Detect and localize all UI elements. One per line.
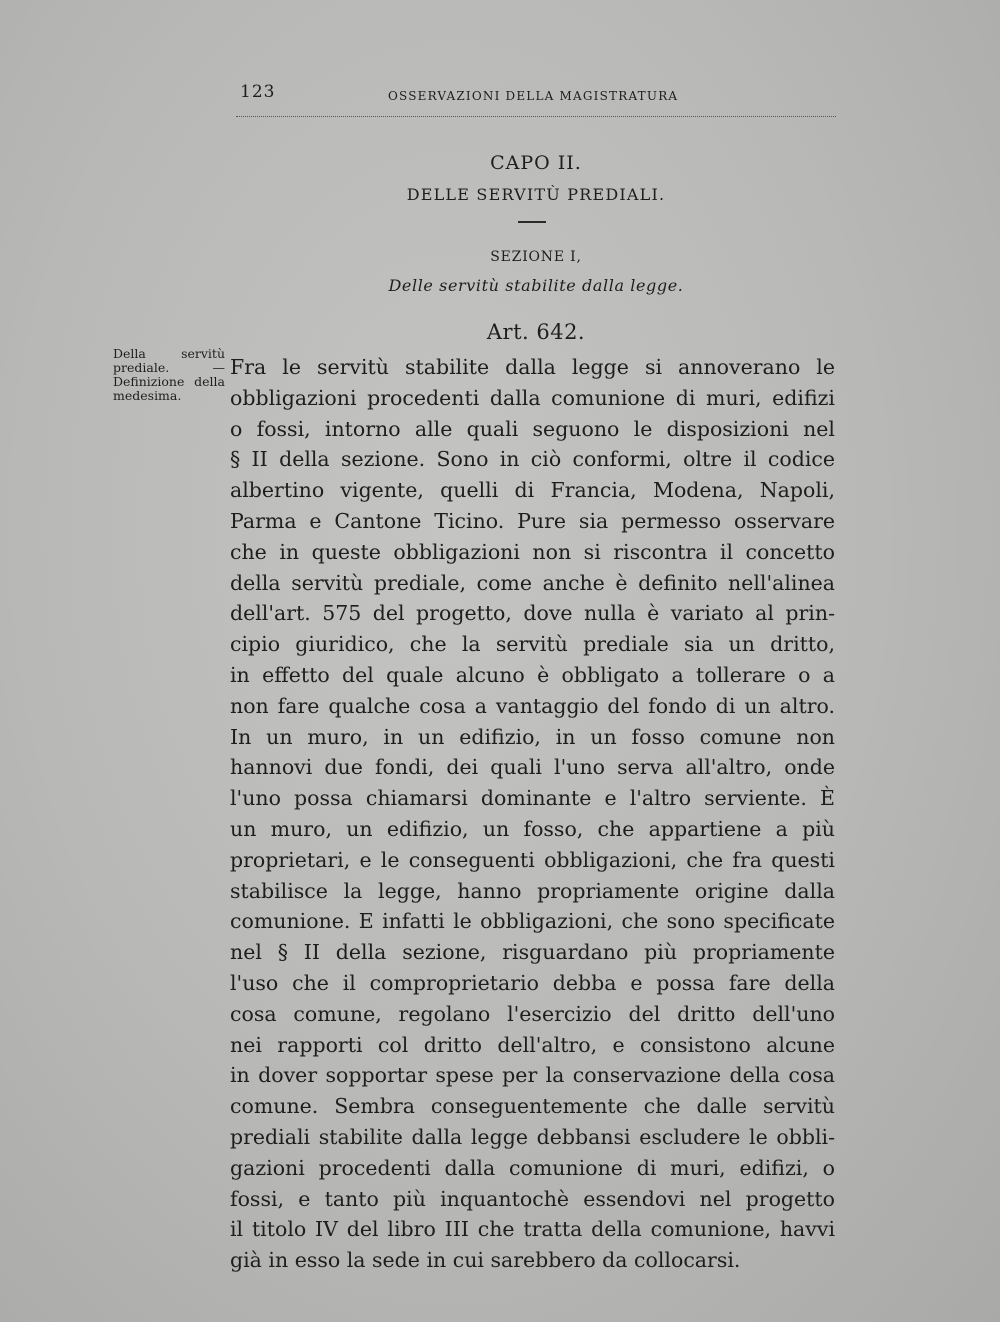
body-line: già in esso la sede in cui sarebbero da collocarsi. (230, 1248, 741, 1273)
body-line: § II della sezione. Sono in ciò conformi, oltre il codice (230, 447, 835, 472)
body-line: un muro, un edifizio, un fosso, che appartiene a più (230, 816, 835, 841)
body-line: hannovi due fondi, dei quali l'uno serva all'altro, onde (230, 755, 835, 780)
body-line: non fare qualche cosa a vantaggio del fondo di un altro. (230, 693, 835, 718)
body-line: dell'art. 575 del progetto, dove nulla è variato al prin- (230, 601, 835, 626)
body-line: l'uno possa chiamarsi dominante e l'altro serviente. È (230, 786, 835, 811)
margin-note: Della servitù prediale. — Definizione della medesima. (113, 346, 225, 403)
body-line: comunione. E infatti le obbligazioni, che sono specificate (230, 909, 835, 934)
body-line: l'uso che il comproprietario debba e possa fare della (230, 970, 835, 995)
body-line: cipio giuridico, che la servitù prediale sia un dritto, (230, 632, 835, 657)
body-line: proprietari, e le conseguenti obbligazioni, che fra questi (230, 847, 835, 872)
section-number: SEZIONE I, (490, 249, 582, 265)
body-line: nei rapporti col dritto dell'altro, e consistono alcune (230, 1032, 835, 1057)
page-number: 123 (240, 82, 276, 102)
body-line: prediali stabilite dalla legge debbansi escludere le obbli- (230, 1124, 835, 1149)
body-line: In un muro, in un edifizio, in un fosso comune non (230, 724, 835, 749)
chapter-number: CAPO II. (490, 152, 582, 174)
body-line: o fossi, intorno alle quali seguono le disposizioni nel (230, 416, 835, 441)
body-line: stabilisce la legge, hanno propriamente origine dalla (230, 878, 835, 903)
article-body (230, 352, 835, 1276)
body-line: gazioni procedenti dalla comunione di muri, edifizi, o (230, 1155, 835, 1180)
body-line: cosa comune, regolano l'esercizio del dritto dell'uno (230, 1001, 835, 1026)
body-line: albertino vigente, quelli di Francia, Modena, Napoli, (230, 478, 835, 503)
section-title: Delle servitù stabilite dalla legge. (388, 276, 684, 295)
section-divider (518, 221, 546, 223)
body-line: il titolo IV del libro III che tratta della comunione, havvi (230, 1217, 835, 1242)
chapter-title: DELLE SERVITÙ PREDIALI. (406, 185, 666, 204)
article-heading: Art. 642. (486, 320, 586, 344)
body-line: Parma e Cantone Ticino. Pure sia permesso osservare (230, 508, 835, 533)
body-line: in effetto del quale alcuno è obbligato a tollerare o a (230, 662, 835, 687)
body-line: che in queste obbligazioni non si riscontra il concetto (230, 539, 835, 564)
body-line: fossi, e tanto più inquantochè essendovi nel progetto (230, 1186, 835, 1211)
body-line: della servitù prediale, come anche è definito nell'alinea (230, 570, 835, 595)
body-line: nel § II della sezione, risguardano più propriamente (230, 940, 835, 965)
body-line: obbligazioni procedenti dalla comunione di muri, edifizi (230, 385, 835, 410)
body-line: comune. Sembra conseguentemente che dalle servitù (230, 1094, 835, 1119)
body-line: Fra le servitù stabilite dalla legge si annoverano le (230, 355, 835, 379)
body-line: in dover sopportar spese per la conservazione della cosa (230, 1063, 835, 1088)
running-title: OSSERVAZIONI DELLA MAGISTRATURA (388, 89, 679, 103)
running-header (236, 80, 836, 117)
